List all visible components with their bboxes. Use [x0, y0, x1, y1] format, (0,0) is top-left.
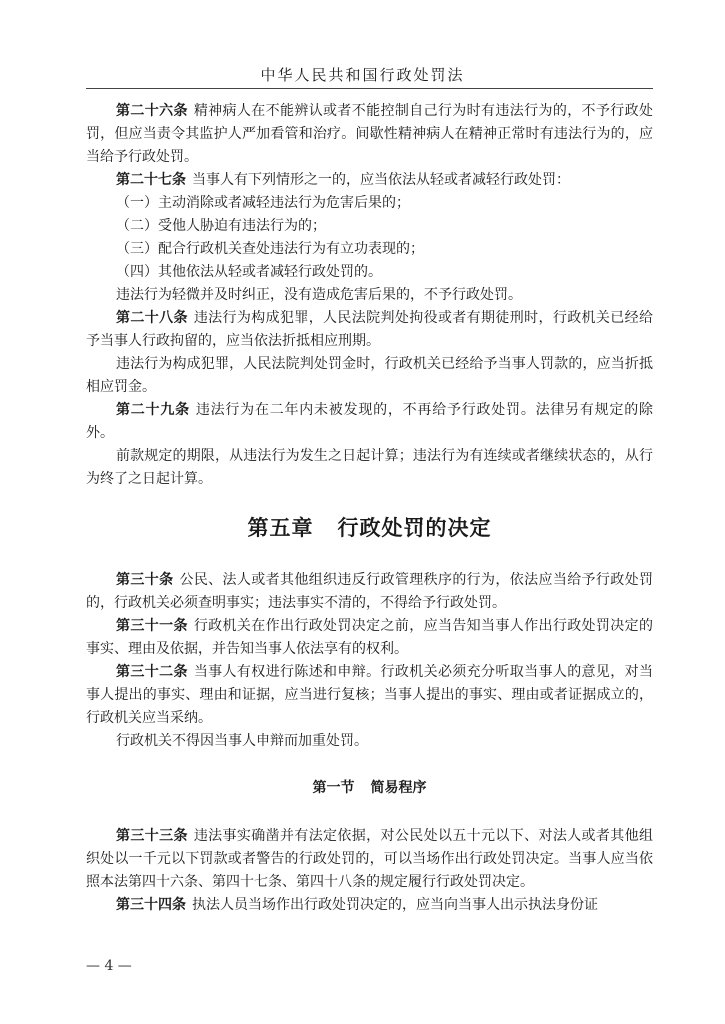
paragraph-text: 执法人员当场作出行政处罚决定的，应当向当事人出示执法身份证	[192, 897, 598, 913]
paragraph-text: 违法事实确凿并有法定依据，对公民处以五十元以下、对法人或者其他组织处以一千元以下罚款或者警告的行政处罚的，可以当场作出行政处罚决定。当事人应当依照本法第四十六条、第四十七条、第四十八条的规定履行行政处罚决定。	[86, 828, 654, 890]
paragraph-text: 公民、法人或者其他组织违反行政管理秩序的行为，依法应当给予行政处罚的，行政机关必须查明事实；违法事实不清的，不得给予行政处罚。	[86, 572, 654, 611]
paragraph	[86, 215, 653, 238]
document-body	[86, 100, 653, 917]
article-label: 第二十六条	[116, 103, 188, 119]
paragraph	[86, 100, 653, 169]
paragraph-text: 违法行为构成犯罪，人民法院判处拘役或者有期徒刑时，行政机关已经给予当事人行政拘留的，应当依法折抵相应刑期。	[86, 310, 654, 349]
articles-33-34	[86, 825, 653, 917]
paragraph	[86, 192, 653, 215]
paragraph-text: 违法行为在二年内未被发现的，不再给予行政处罚。法律另有规定的除外。	[86, 402, 654, 441]
paragraph	[86, 569, 653, 615]
paragraph	[86, 661, 653, 730]
chapter-title: 行政处罚的决定	[337, 516, 492, 540]
page-number: — 4 —	[86, 958, 132, 974]
paragraph	[86, 284, 653, 307]
paragraph-text: 行政机关在作出行政处罚决定之前，应当告知当事人作出行政处罚决定的事实、理由及依据，并告知当事人依法享有的权利。	[86, 618, 654, 657]
paragraph-text: 精神病人在不能辨认或者不能控制自己行为时有违法行为的，不予行政处罚，但应当责令其监护人严加看管和治疗。间歇性精神病人在精神正常时有违法行为的，应当给予行政处罚。	[86, 103, 654, 165]
article-label: 第三十二条	[116, 664, 188, 680]
running-header-title: 中华人民共和国行政处罚法	[260, 66, 465, 84]
paragraph	[86, 825, 653, 894]
paragraph-text: 行政机关不得因当事人申辩而加重处罚。	[116, 733, 368, 749]
article-label: 第二十七条	[116, 172, 186, 188]
article-label: 第二十八条	[116, 310, 188, 326]
articles-30-32	[86, 569, 653, 753]
chapter-number: 第五章	[247, 516, 314, 540]
paragraph	[86, 399, 653, 445]
paragraph-text: （四）其他依法从轻或者减轻行政处罚的。	[116, 264, 382, 280]
paragraph-text: 当事人有权进行陈述和申辩。行政机关必须充分听取当事人的意见，对当事人提出的事实、理由和证据，应当进行复核；当事人提出的事实、理由或者证据成立的，行政机关应当采纳。	[86, 664, 654, 726]
paragraph-text: （一）主动消除或者减轻违法行为危害后果的；	[116, 195, 410, 211]
article-label: 第三十四条	[116, 897, 186, 913]
paragraph	[86, 353, 653, 399]
paragraph	[86, 238, 653, 261]
section-number: 第一节	[312, 780, 355, 796]
paragraph	[86, 169, 653, 192]
paragraph-text: （三）配合行政机关查处违法行为有立功表现的；	[116, 241, 424, 257]
paragraph-text: 前款规定的期限，从违法行为发生之日起计算；违法行为有连续或者继续状态的，从行为终了之日起计算。	[86, 448, 653, 487]
paragraph-text: 违法行为构成犯罪，人民法院判处罚金时，行政机关已经给予当事人罚款的，应当折抵相应罚金。	[86, 356, 653, 395]
section-title: 简易程序	[370, 780, 427, 796]
article-label: 第三十一条	[116, 618, 188, 634]
paragraph-text: 当事人有下列情形之一的，应当依法从轻或者减轻行政处罚：	[192, 172, 570, 188]
articles-26-29	[86, 100, 653, 491]
section-heading	[86, 777, 653, 799]
paragraph	[86, 261, 653, 284]
header-divider	[86, 88, 653, 89]
paragraph	[86, 307, 653, 353]
paragraph	[86, 894, 653, 917]
article-label: 第三十条	[116, 572, 174, 588]
chapter-heading	[86, 513, 653, 543]
paragraph-text: 违法行为轻微并及时纠正，没有造成危害后果的，不予行政处罚。	[116, 287, 522, 303]
paragraph	[86, 730, 653, 753]
paragraph	[86, 445, 653, 491]
article-label: 第二十九条	[116, 402, 190, 418]
article-label: 第三十三条	[116, 828, 188, 844]
paragraph	[86, 615, 653, 661]
paragraph-text: （二）受他人胁迫有违法行为的；	[116, 218, 326, 234]
